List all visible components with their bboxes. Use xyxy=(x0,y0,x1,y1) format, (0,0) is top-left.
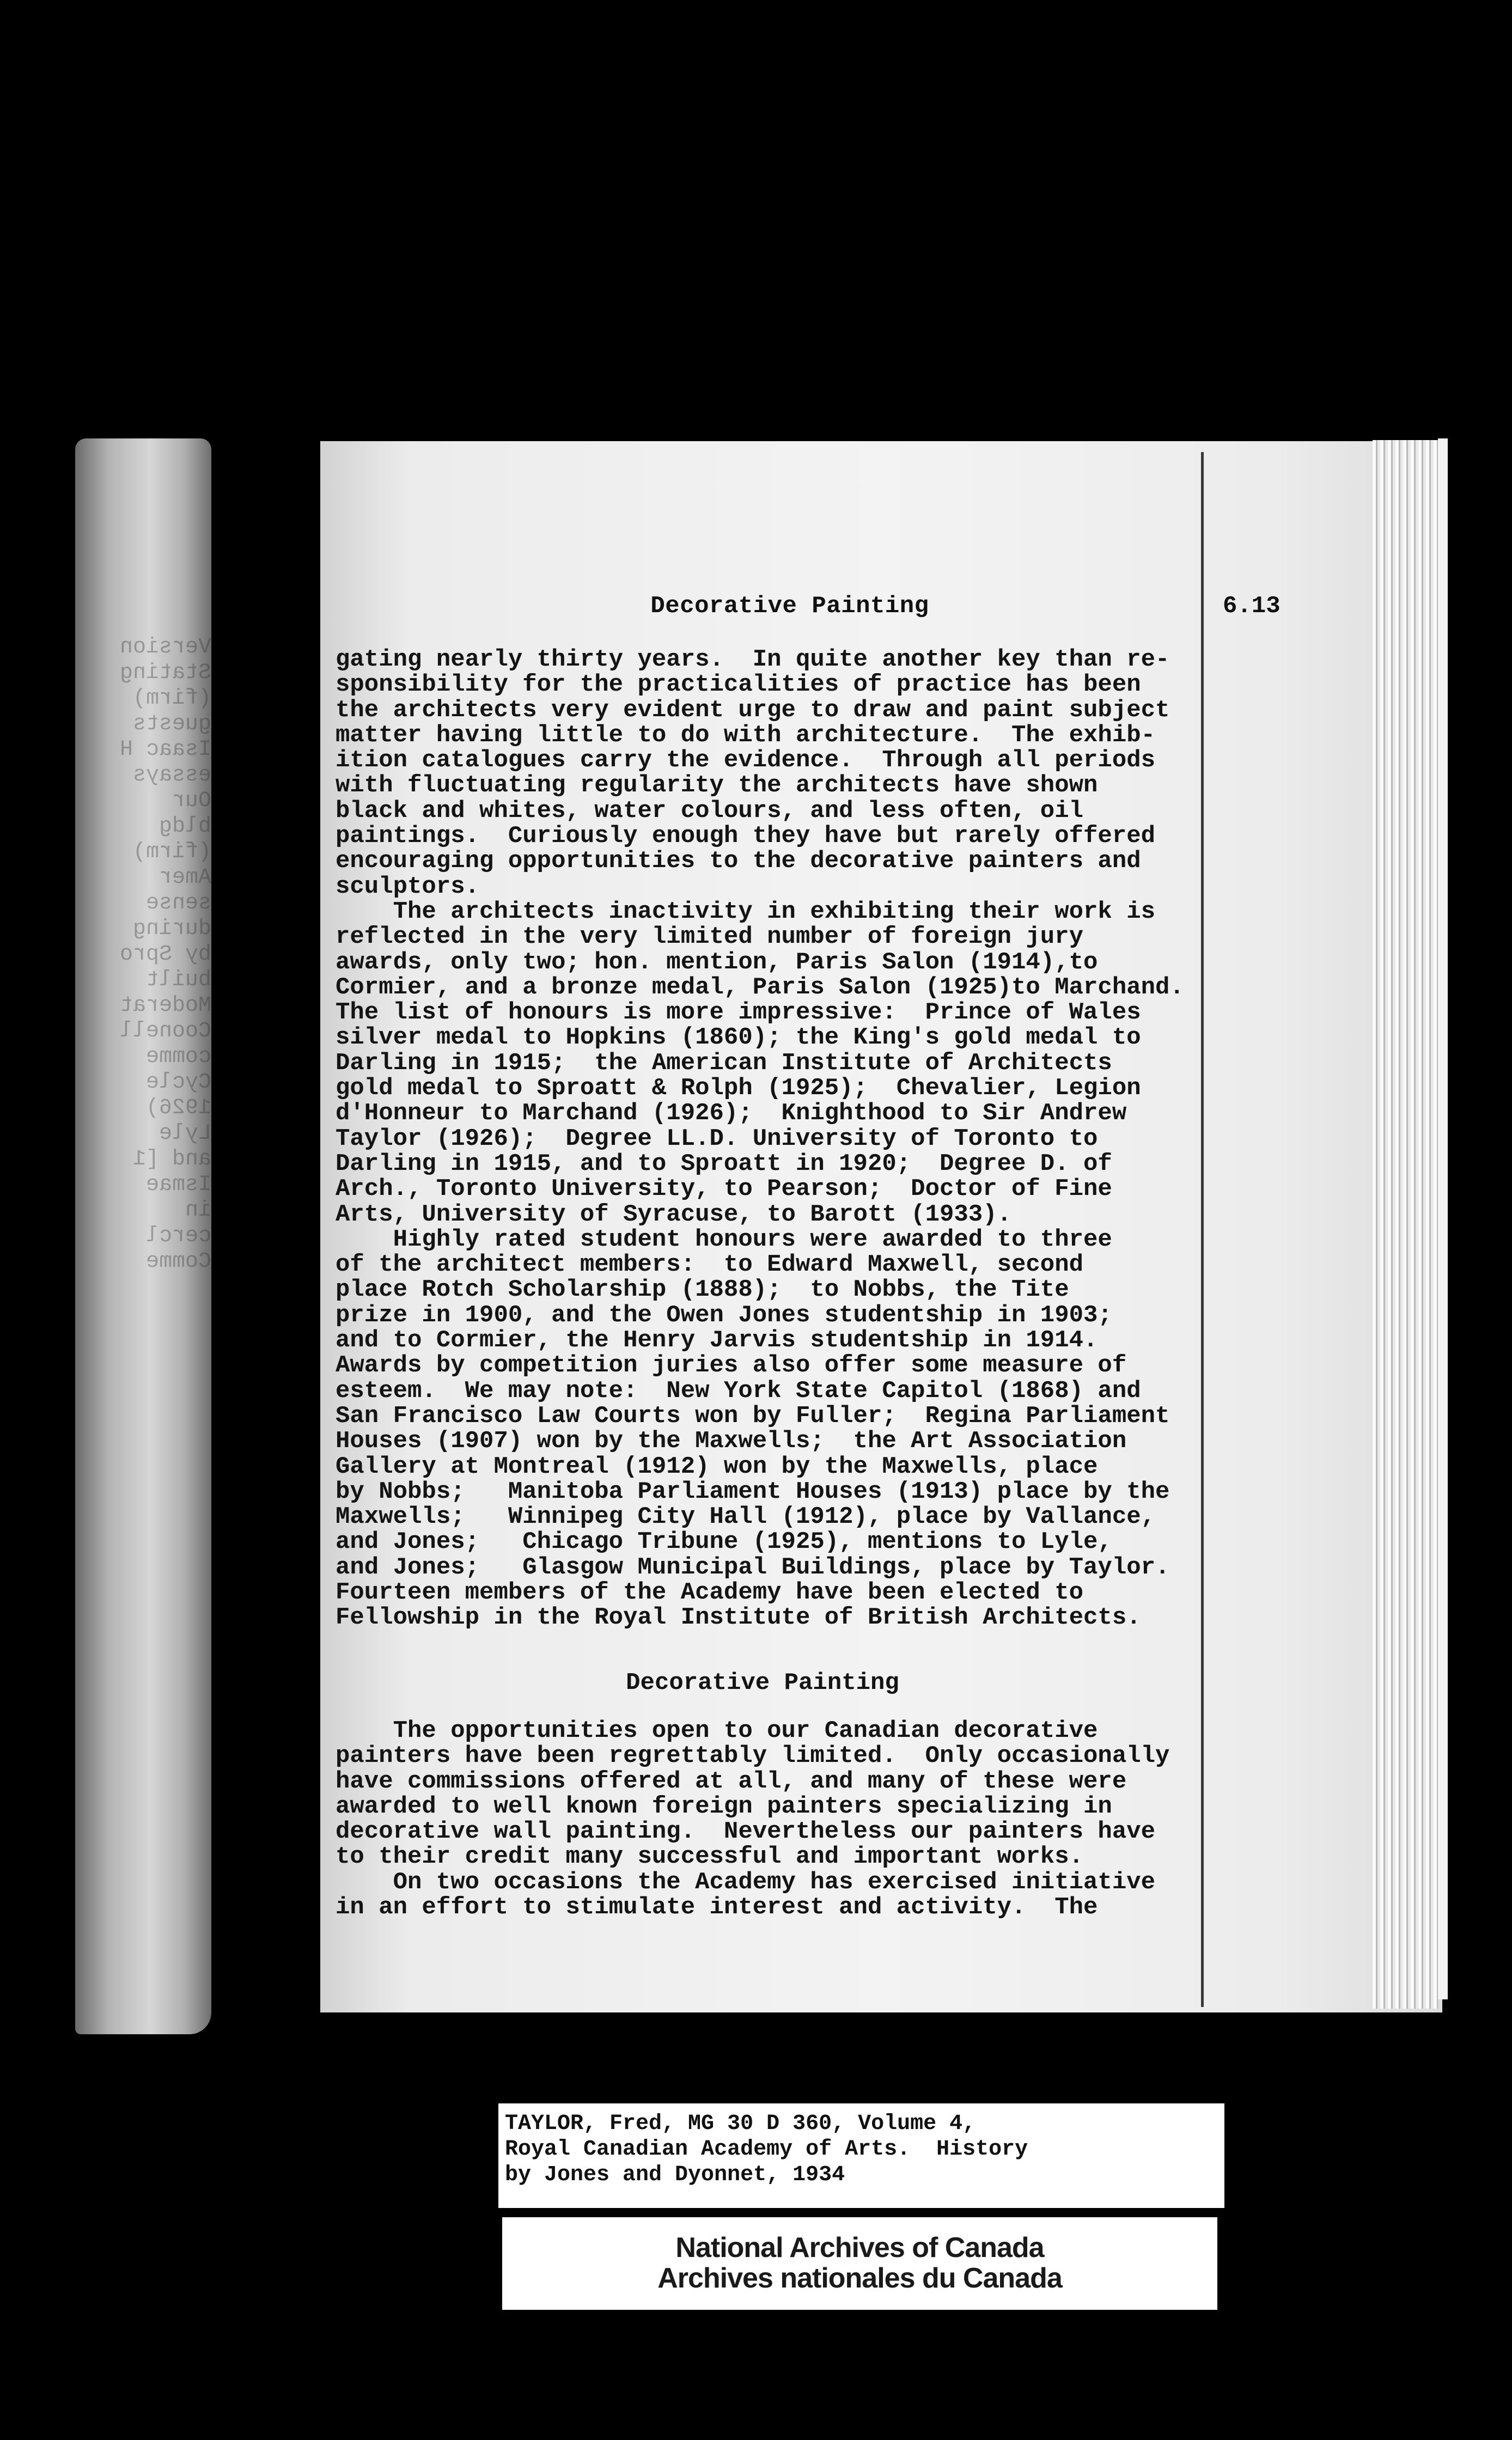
text-line: and Jones; Glasgow Municipal Buildings, place by Taylor. xyxy=(336,1553,1170,1581)
text-line: painters have been regrettably limited. Only occasionally xyxy=(336,1742,1170,1770)
text-line: ition catalogues carry the evidence. Through all periods xyxy=(336,747,1156,774)
text-line: Arch., Toronto University, to Pearson; Doctor of Fine xyxy=(336,1175,1112,1203)
text-line: gating nearly thirty years. In quite another key than re- xyxy=(336,646,1170,673)
text-line: gold medal to Sproatt & Rolph (1925); Chevalier, Legion xyxy=(336,1075,1141,1102)
archive-label xyxy=(502,2217,1217,2310)
text-line: by Nobbs; Manitoba Parliament Houses (1913) place by the xyxy=(336,1478,1170,1505)
archive-name-french: Archives nationales du Canada xyxy=(657,2262,1062,2294)
body-text xyxy=(336,647,1207,1631)
text-line: Fourteen members of the Academy have been elected to xyxy=(336,1578,1084,1606)
archive-name-english: National Archives of Canada xyxy=(675,2232,1044,2264)
text-line: decorative wall painting. Nevertheless our painters have xyxy=(336,1818,1156,1846)
running-head: Decorative Painting xyxy=(650,593,929,620)
text-line: have commissions offered at all, and many of these were xyxy=(336,1767,1127,1795)
text-line: of the architect members: to Edward Maxwell, second xyxy=(336,1251,1084,1279)
text-line: Arts, University of Syracuse, to Barott (1933). xyxy=(336,1200,1012,1228)
text-line: awards, only two; hon. mention, Paris Salon (1914),to xyxy=(336,948,1098,976)
text-line: silver medal to Hopkins (1860); the King's gold medal to xyxy=(336,1024,1141,1052)
section-text xyxy=(336,1718,1207,1920)
bleed-through-text: Version Stating (firm) guests Isaac H essays Our bldg (firm) Amer sense during by Spro built Moderat Coonell comme Cycle 1926) Lyle and [1 Ismae in cercl Comme xyxy=(119,635,211,1274)
section-heading: Decorative Painting xyxy=(626,1669,899,1697)
text-line: sculptors. xyxy=(336,873,480,900)
text-line: San Francisco Law Courts won by Fuller; Regina Parliament xyxy=(336,1402,1170,1430)
citation-line: TAYLOR, Fred, MG 30 D 360, Volume 4, xyxy=(505,2112,976,2136)
text-line: sponsibility for the practicalities of practice has been xyxy=(336,671,1141,699)
text-line: reflected in the very limited number of foreign jury xyxy=(336,923,1084,951)
text-line: black and whites, water colours, and less often, oil xyxy=(336,797,1084,825)
text-line: Maxwells; Winnipeg City Hall (1912), place by Vallance, xyxy=(336,1503,1156,1531)
text-line: The list of honours is more impressive: Prince of Wales xyxy=(336,999,1141,1027)
text-line: to their credit many successful and important works. xyxy=(336,1843,1084,1871)
text-line: in an effort to stimulate interest and activity. The xyxy=(336,1894,1098,1921)
page-number: 6.13 xyxy=(1223,593,1281,620)
text-line: with fluctuating regularity the architects have shown xyxy=(336,772,1098,800)
page-stack-edge xyxy=(1373,440,1438,2009)
page-stack-outer-edge xyxy=(1438,438,1448,1999)
text-line: The opportunities open to our Canadian decorative xyxy=(336,1717,1098,1744)
text-line: awarded to well known foreign painters specializing in xyxy=(336,1792,1112,1820)
text-line: Highly rated student honours were awarded to three xyxy=(336,1225,1112,1253)
text-line: d'Honneur to Marchand (1926); Knighthood to Sir Andrew xyxy=(336,1100,1127,1127)
text-line: Cormier, and a bronze medal, Paris Salon (1925)to Marchand. xyxy=(336,973,1184,1001)
text-line: The architects inactivity in exhibiting their work is xyxy=(336,898,1156,925)
text-line: Houses (1907) won by the Maxwells; the Art Association xyxy=(336,1428,1127,1455)
facing-page xyxy=(75,438,211,2034)
text-line: and Jones; Chicago Tribune (1925), mentions to Lyle, xyxy=(336,1528,1112,1556)
text-line: prize in 1900, and the Owen Jones studentship in 1903; xyxy=(336,1301,1112,1329)
citation-line: by Jones and Dyonnet, 1934 xyxy=(505,2163,845,2187)
text-line: Darling in 1915, and to Sproatt in 1920; Degree D. of xyxy=(336,1150,1112,1178)
text-line: Darling in 1915; the American Institute of Architects xyxy=(336,1049,1112,1077)
text-line: paintings. Curiously enough they have but rarely offered xyxy=(336,822,1156,850)
text-line: Awards by competition juries also offer some measure of xyxy=(336,1352,1127,1380)
text-line: and to Cormier, the Henry Jarvis studentship in 1914. xyxy=(336,1327,1098,1355)
text-line: encouraging opportunities to the decorative painters and xyxy=(336,847,1141,875)
text-line: On two occasions the Academy has exercised initiative xyxy=(336,1868,1156,1896)
text-line: Fellowship in the Royal Institute of British Architects. xyxy=(336,1604,1141,1632)
text-line: matter having little to do with architecture. The exhib- xyxy=(336,721,1156,749)
text-line: place Rotch Scholarship (1888); to Nobbs, the Tite xyxy=(336,1276,1069,1304)
text-line: Taylor (1926); Degree LL.D. University of Toronto to xyxy=(336,1125,1098,1152)
citation-line: Royal Canadian Academy of Arts. History xyxy=(505,2137,1028,2162)
text-line: Gallery at Montreal (1912) won by the Maxwells, place xyxy=(336,1453,1098,1480)
text-line: esteem. We may note: New York State Capitol (1868) and xyxy=(336,1377,1141,1405)
text-line: the architects very evident urge to draw and paint subject xyxy=(336,696,1170,724)
citation-card xyxy=(498,2103,1224,2208)
